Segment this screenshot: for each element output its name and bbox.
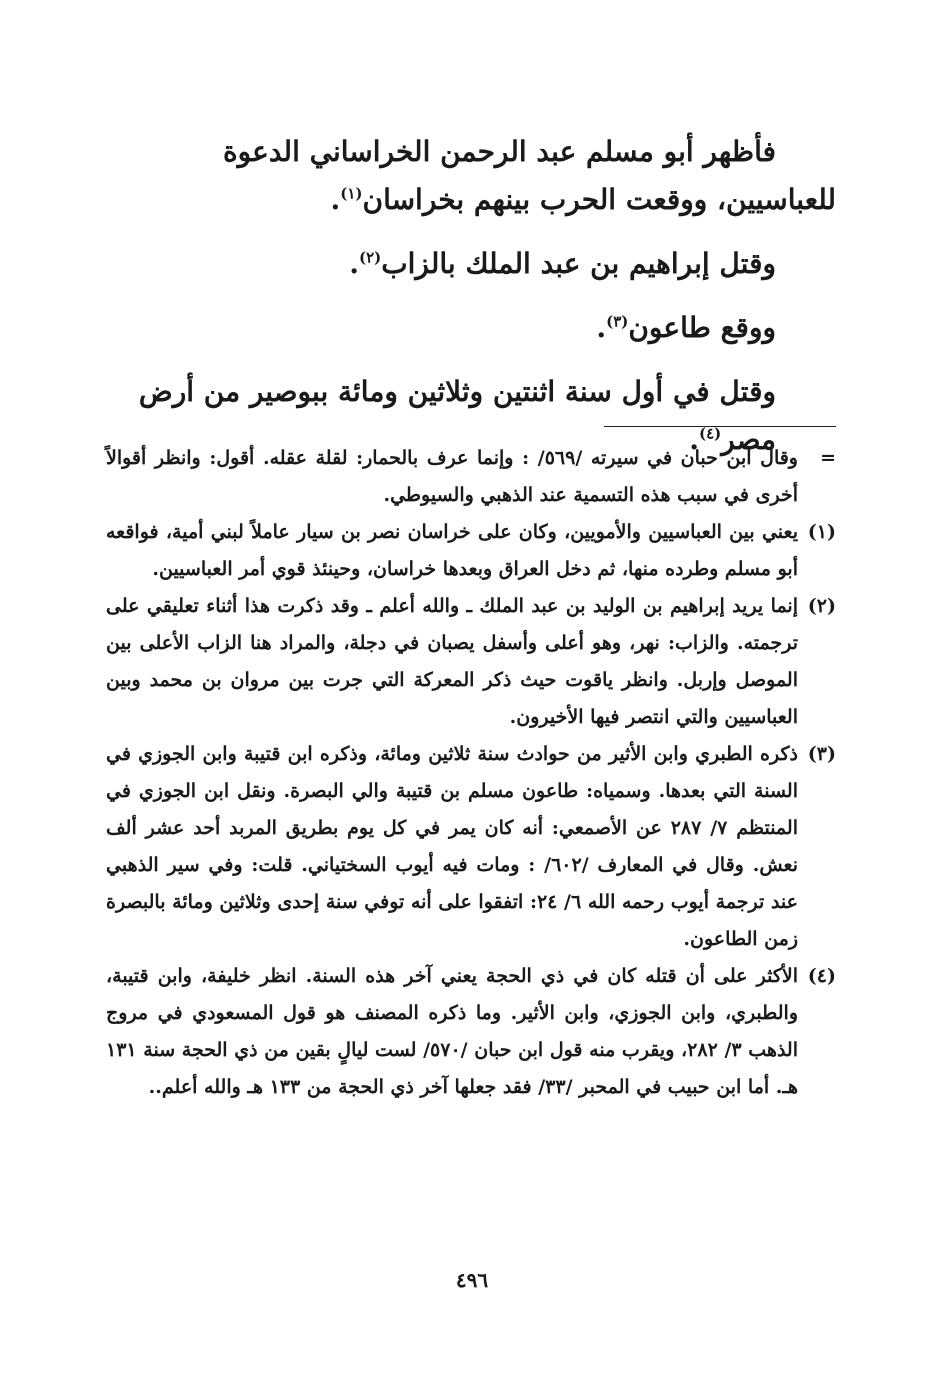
footnote-continuation-text: وقال ابن حبان في سيرته /٥٦٩/ : وإنما عرف بالحمار: لقلة عقله. أقول: وانظر أقوالاً أخرى في سبب هذه التسمية عند الذهبي والسيوطي. — [106, 447, 798, 506]
main-paragraph-2-text: وقتل إبراهيم بن عبد الملك بالزاب — [381, 247, 776, 280]
footnote-4 — [106, 958, 836, 1106]
footnote-2-text: إنما يريد إبراهيم بن الوليد بن عبد الملك ـ والله أعلم ـ وقد ذكرت هذا أثناء تعليقي على ترجمته. والزاب: نهر، وهو أعلى وأسفل يصبان في دجلة، والمراد هنا الزاب الأعلى بين الموصل وإربل. وانظر ياقوت حيث ذكر المعركة التي جرت بين مروان بن محمد وبين العباسيين والتي انتصر فيها الأخيرون. — [106, 595, 798, 728]
footnote-3-marker: (٣) — [807, 743, 836, 765]
footnote-1-marker: (١) — [807, 521, 836, 543]
main-paragraph-1-end: . — [330, 183, 341, 216]
footnote-ref-3: (٣) — [606, 312, 629, 331]
footnote-4-text: الأكثر على أن قتله كان في ذي الحجة يعني آخر هذه السنة. انظر خليفة، وابن قتيبة، والطبري، وابن الجوزي، وابن الأثير. وما ذكره المصنف هو قول المسعودي في مروج الذهب ٣/ ٢٨٢، ويقرب منه قول ابن حبان /٥٧٠/ لست ليالٍ بقين من ذي الحجة سنة ١٣١ هـ. أما ابن حبيب في المحبر /٣٣/ فقد جعلها آخر ذي الحجة من ١٣٣ هـ والله أعلم.. — [106, 965, 798, 1098]
page-number: ٤٩٦ — [455, 1268, 489, 1292]
footnote-2-marker: (٢) — [807, 595, 836, 617]
main-paragraph-3 — [106, 304, 836, 352]
footnote-ref-4: (٤) — [698, 424, 722, 443]
main-paragraph-1-text: فأظهر أبو مسلم عبد الرحمن الخراساني الدعوة للعباسيين، ووقعت الحرب بينهم بخراسان — [223, 135, 836, 216]
main-paragraph-2-end: . — [349, 247, 359, 280]
main-paragraph-4-end: . — [689, 423, 699, 456]
footnote-divider — [604, 426, 836, 427]
main-paragraph-2 — [106, 240, 836, 288]
main-paragraph-3-text: ووقع طاعون — [628, 311, 776, 344]
footnote-2 — [106, 588, 836, 736]
footnote-continuation — [106, 440, 836, 514]
footnote-1 — [106, 514, 836, 588]
footnote-3-text: ذكره الطبري وابن الأثير من حوادث سنة ثلاثين ومائة، وذكره ابن قتيبة وابن الجوزي في السنة التي بعدها. وسمياه: طاعون مسلم بن قتيبة والي البصرة. ونقل ابن الجوزي في المنتظم ٧/ ٢٨٧ عن الأصمعي: أنه كان يمر في كل يوم بطريق المربد أحد عشر ألف نعش. وقال في المعارف /٦٠٢/ : ومات فيه أيوب السختياني. قلت: وفي سير الذهبي عند ترجمة أيوب رحمه الله ٦/ ٢٤: اتفقوا على أنه توفي سنة إحدى وثلاثين ومائة بالبصرة زمن الطاعون. — [106, 743, 799, 950]
footnote-ref-2: (٢) — [358, 248, 382, 267]
footnote-continuation-marker: = — [820, 447, 836, 469]
footnote-1-text: يعني بين العباسيين والأمويين، وكان على خراسان نصر بن سيار عاملاً لبني أمية، فواقعه أبو مسلم وطرده منها، ثم دخل العراق وبعدها خراسان، وحينئذ قوي أمر العباسيين. — [106, 521, 798, 580]
footnotes — [106, 440, 836, 1106]
main-text — [106, 128, 836, 480]
main-paragraph-1 — [106, 128, 836, 224]
main-paragraph-4-text: وقتل في أول سنة اثنتين وثلاثين ومائة ببوصير من أرض مصر — [138, 375, 776, 456]
footnote-4-marker: (٤) — [807, 965, 836, 987]
main-paragraph-3-end: . — [596, 311, 607, 344]
footnote-ref-1: (١) — [340, 184, 363, 203]
footnote-3 — [106, 736, 836, 958]
